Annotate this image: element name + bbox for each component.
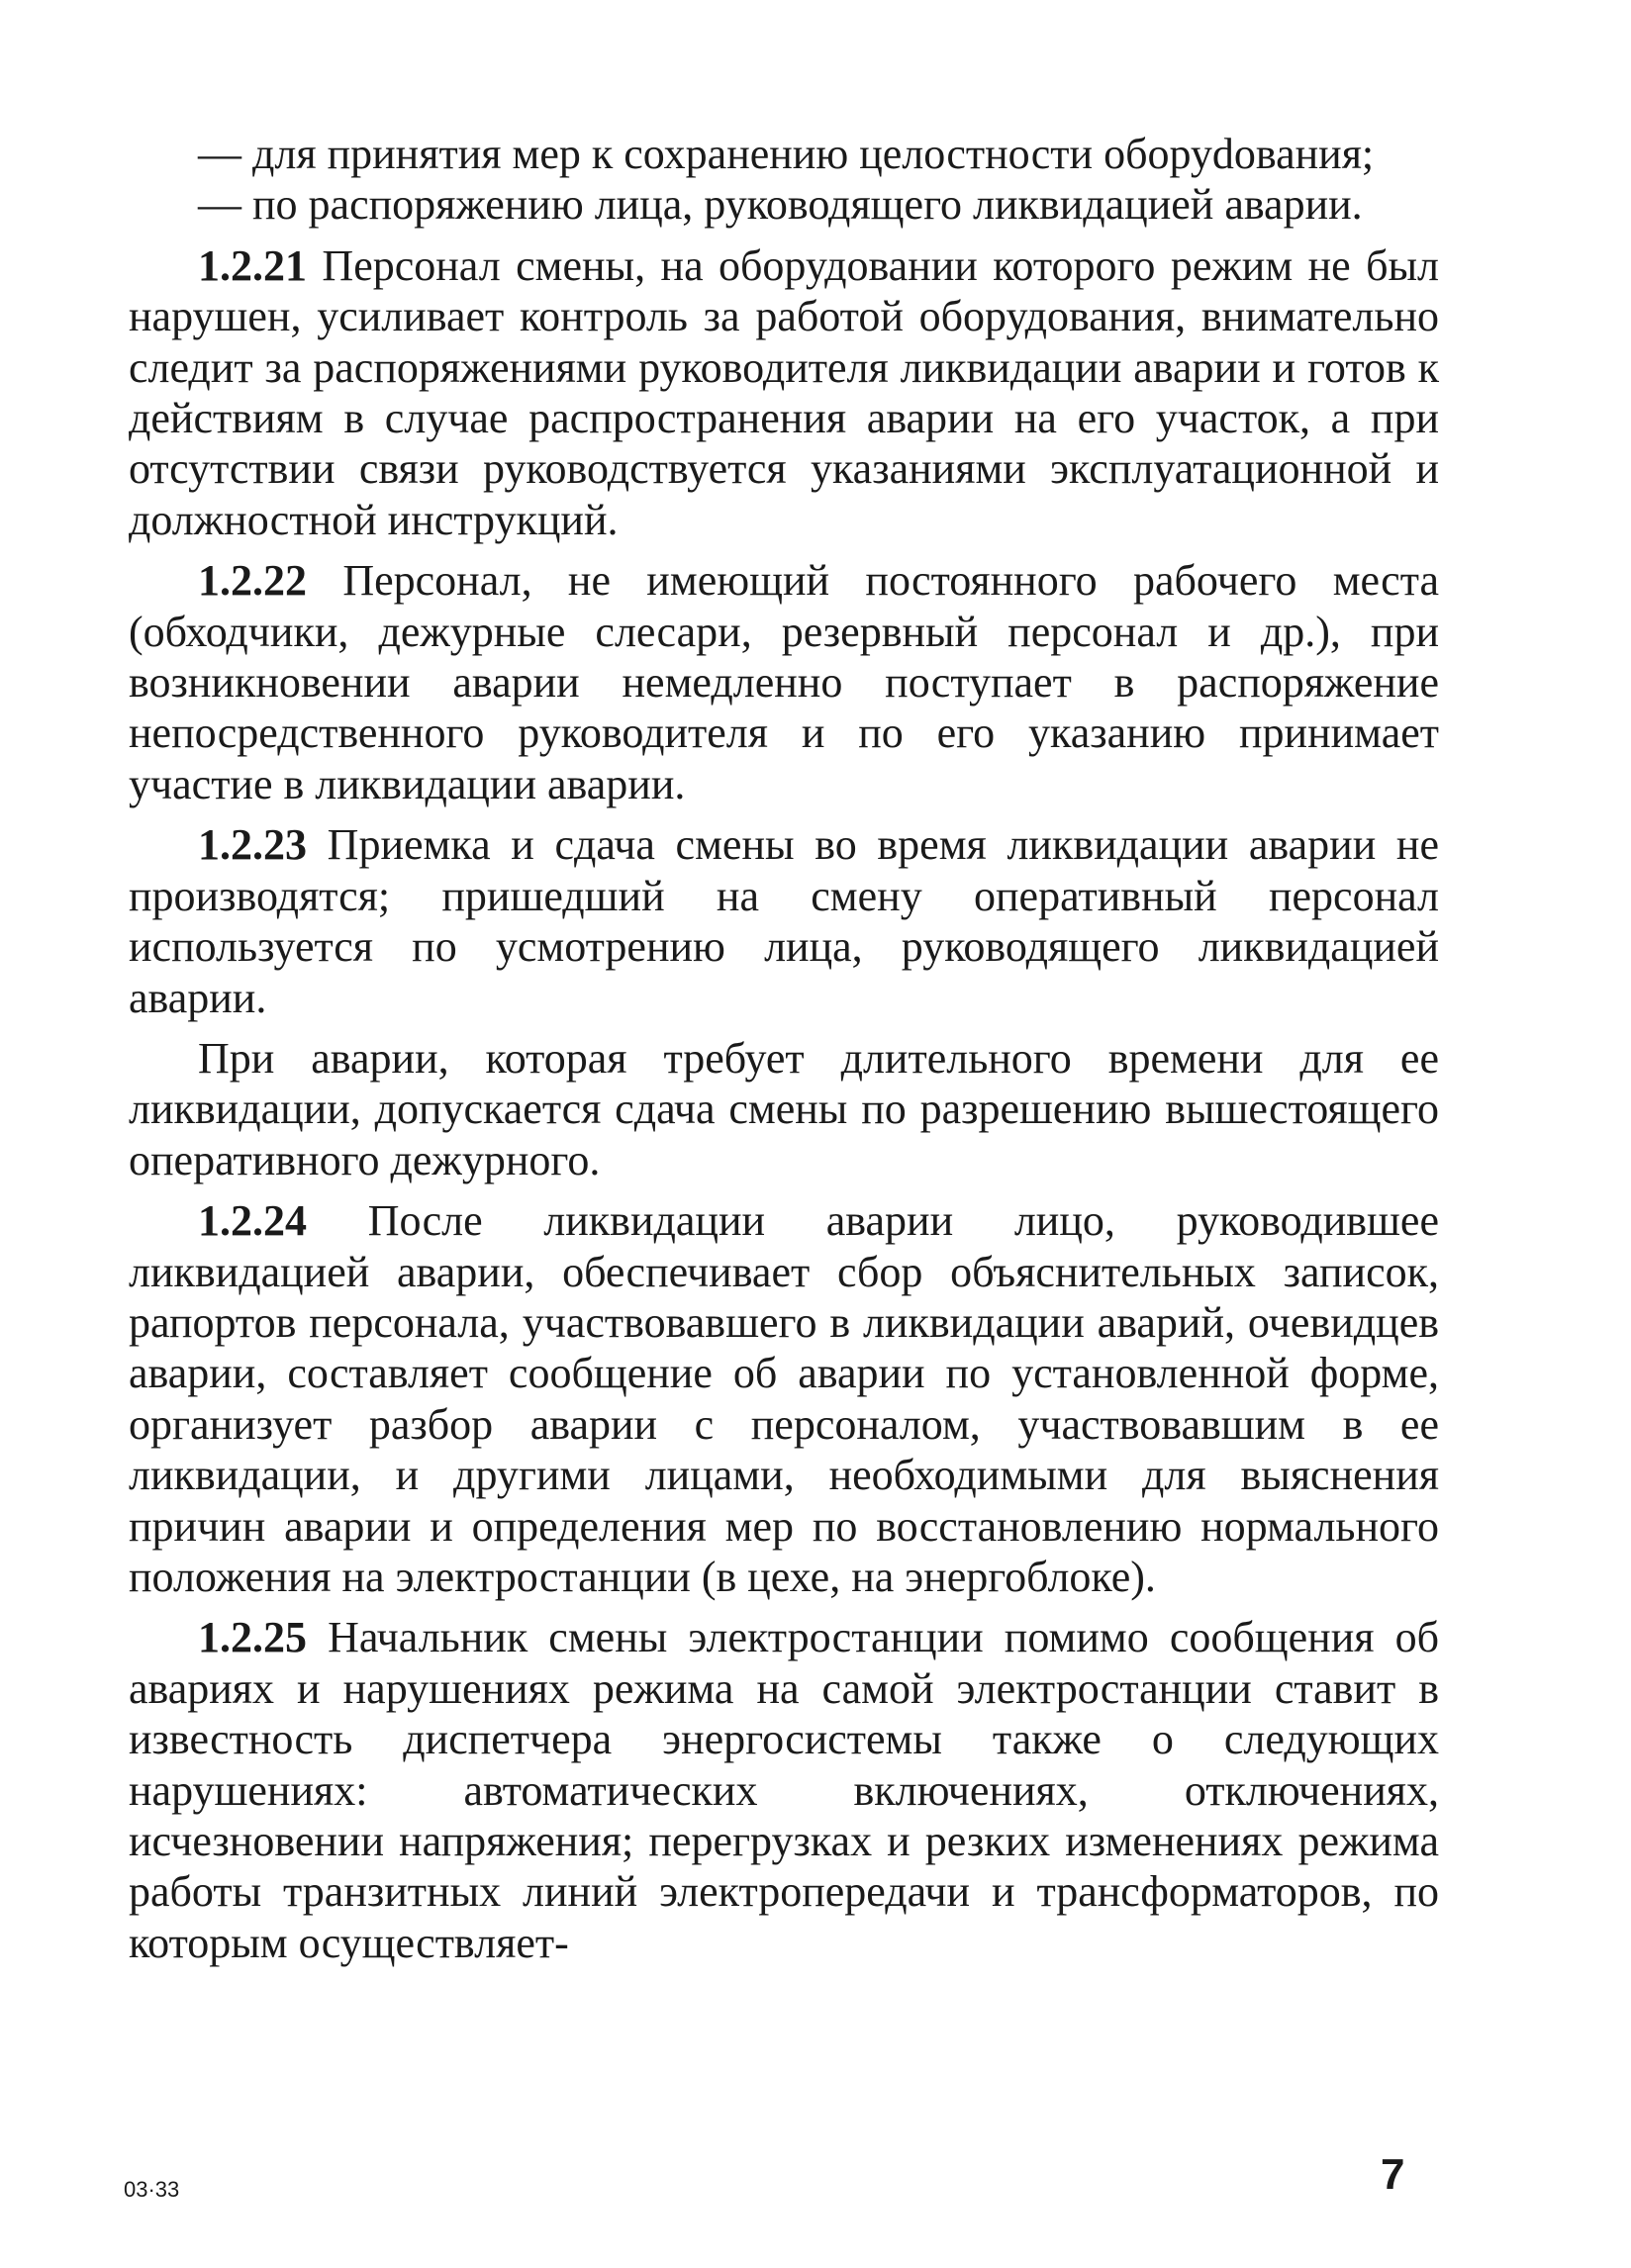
paragraph-1-2-22	[129, 555, 1439, 809]
paragraph-dash-2	[129, 179, 1439, 230]
paragraph-text: — для принятия мер к сохранению целостности оборуdования;	[198, 130, 1375, 178]
page-number: 7	[1381, 2150, 1405, 2199]
clause-number: 1.2.23	[198, 820, 307, 870]
paragraph-text: При аварии, которая требует длительного времени для ее ликвидации, допускается сдача смены по разрешению вышестоящего оперативного дежурного.	[129, 1033, 1439, 1184]
paragraph-text: Персонал смены, на оборудовании которого режим не был нарушен, усиливает контроль за работой оборудования, внимательно следит за распоряжениями руководителя ликвидации аварии и готов к действиям в случае распространения аварии на его участок, а при отсутствии связи руководствуется указаниями эксплуатационной и должностной инструкций.	[129, 240, 1439, 544]
clause-number: 1.2.24	[198, 1196, 307, 1246]
paragraph-text: Приемка и сдача смены во время ликвидации аварии не производятся; пришедший на смену оперативный персонал используется по усмотрению лица, руководящего ликвидацией аварии.	[129, 820, 1439, 1022]
paragraph-text: — по распоряжению лица, руководящего ликвидацией аварии.	[198, 180, 1363, 230]
paragraph-1-2-25	[129, 1612, 1439, 1968]
paragraph-text: Начальник смены электростанции помимо сообщения об авариях и нарушениях режима на самой электростанции ставит в известность диспетчера энергосистемы также о следующих нарушениях: автоматических включениях, отключениях, исчезновении напряжения; перегрузках и резких изменениях режима работы транзитных линий электропередачи и трансформаторов, по которым осуществляет-	[129, 1613, 1439, 1967]
paragraph-text: После ликвидации аварии лицо, руководившее ликвидацией аварии, обеспечивает сбор объяснительных записок, рапортов персонала, участвовавшего в ликвидации аварий, очевидцев аварии, составляет сообщение об аварии по установленной форме, организует разбор аварии с персоналом, участвовавшим в ее ликвидации, и другими лицами, необходимыми для выяснения причин аварии и определения мер по восстановлению нормального положения на электростанции (в цехе, на энергоблоке).	[129, 1196, 1439, 1601]
paragraph-1-2-23	[129, 819, 1439, 1023]
paragraph-accident-shift	[129, 1033, 1439, 1185]
clause-number: 1.2.21	[198, 240, 307, 290]
document-body	[129, 129, 1439, 1968]
paragraph-1-2-24	[129, 1195, 1439, 1602]
paragraph-dash-1	[129, 129, 1439, 179]
footer-code: 03·33	[124, 2177, 180, 2202]
clause-number: 1.2.25	[198, 1613, 307, 1662]
paragraph-text: Персонал, не имеющий постоянного рабочего места (обходчики, дежурные слесари, резервный персонал и др.), при возникновении аварии немедленно поступает в распоряжение непосредственного руководителя и по его указанию принимает участие в ликвидации аварии.	[129, 556, 1439, 808]
paragraph-1-2-21	[129, 240, 1439, 545]
clause-number: 1.2.22	[198, 556, 307, 606]
